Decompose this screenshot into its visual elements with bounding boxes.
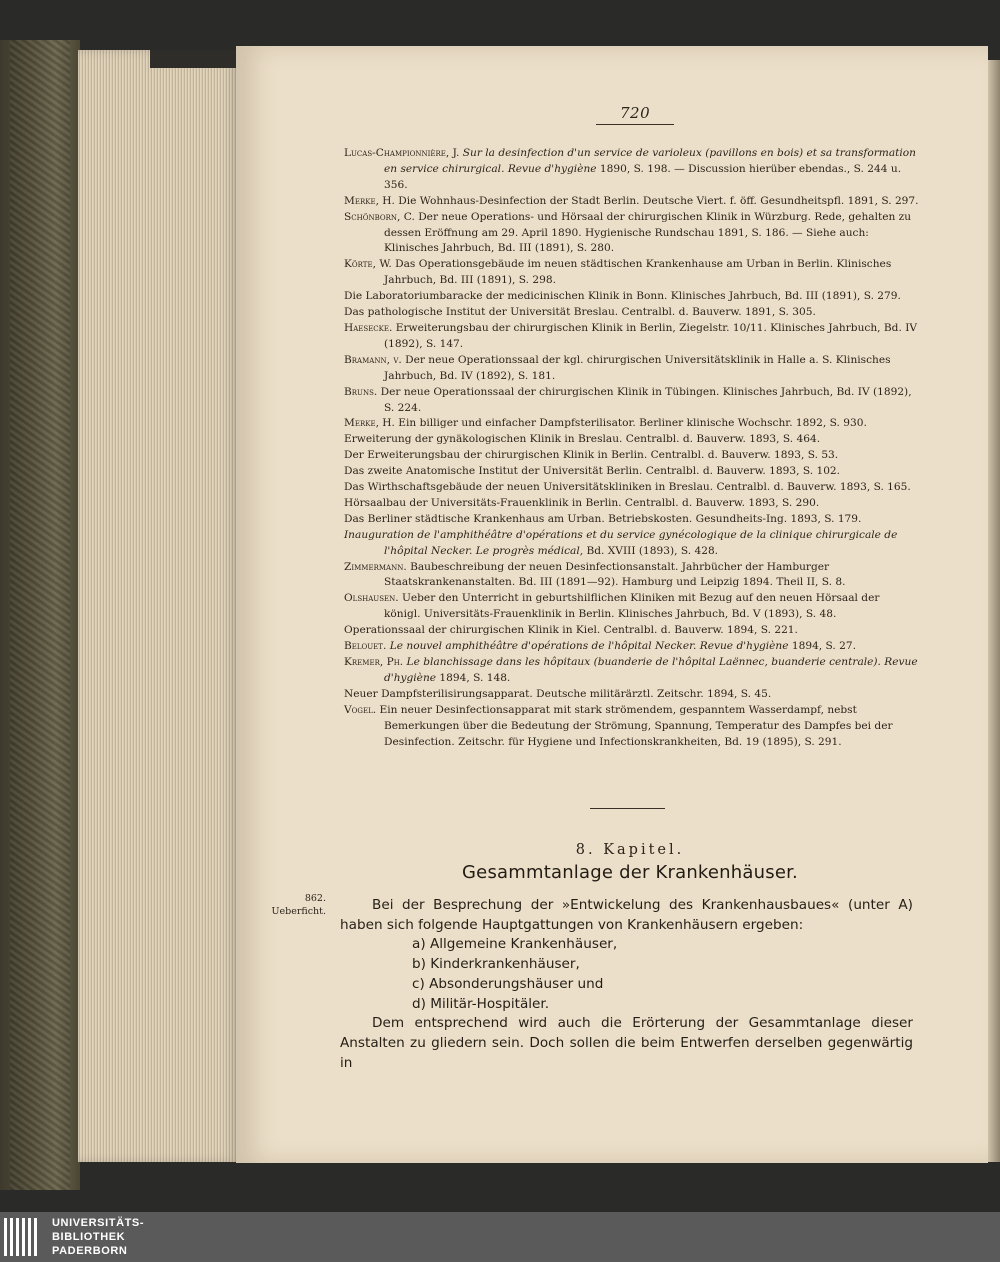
chapter-label: 8. Kapitel. xyxy=(575,842,685,858)
page-number-rule xyxy=(596,124,674,125)
reference-title: Inauguration de l'amphithéâtre d'opérations et du service gynécologique de la clinique chirurgicale de l'hôpital Necker. Le progrès médical, xyxy=(344,528,898,557)
reference-author: Merke, H. xyxy=(344,417,399,430)
logo-line: UNIVERSITÄTS- xyxy=(52,1217,145,1229)
reference-author: Belouet. xyxy=(344,640,390,653)
margin-note-number: 862. xyxy=(304,893,326,904)
reference-author: Schönborn, C. xyxy=(344,210,419,223)
reference-entry xyxy=(344,703,919,751)
reference-entry xyxy=(344,321,919,353)
reference-list xyxy=(344,146,919,750)
reference-text: Der neue Operations- und Hörsaal der chirurgischen Klinik in Würzburg. Rede, gehalten zu dessen Eröffnung am 29. April 1890. Hygienische Rundschau 1891, S. 186. — Siehe auch: Klinisches Jahrbuch, Bd. III (1891), S. 280. xyxy=(384,210,912,255)
reference-author: Zimmermann. xyxy=(344,560,411,573)
list-item: a) Allgemeine Krankenhäuser, xyxy=(412,936,618,953)
reference-text: 1894, S. 148. xyxy=(439,671,511,684)
reference-entry xyxy=(344,305,919,321)
reference-text: Der neue Operationssaal der chirurgischen Klinik in Tübingen. Klinisches Jahrbuch, Bd. IV (1892), S. 224. xyxy=(380,385,912,414)
reference-entry xyxy=(344,289,919,305)
reference-text: Das Berliner städtische Krankenhaus am Urban. Betriebskosten. Gesundheits-Ing. 1893, S. 179. xyxy=(344,512,862,525)
book-cover-left xyxy=(0,40,80,1190)
reference-entry xyxy=(344,480,919,496)
reference-text: Das pathologische Institut der Universität Breslau. Centralbl. d. Bauverw. 1891, S. 305. xyxy=(344,306,816,319)
reference-text: Der neue Operationssaal der kgl. chirurgischen Universitätsklinik in Halle a. S. Klinisches Jahrbuch, Bd. IV (1892), S. 181. xyxy=(384,353,891,382)
reference-entry xyxy=(344,448,919,464)
body-intro: Bei der Besprechung der »Entwickelung des Krankenhausbaues« (unter A) haben sich folgende Hauptgattungen von Krankenhäusern ergeben: xyxy=(340,897,913,933)
binding-shadow xyxy=(150,50,240,68)
reference-text: Ein neuer Desinfectionsapparat mit stark strömendem, gespanntem Wasserdampf, nebst Bemerkungen über die Bedeutung der Strömung, Spannung, Temperatur des Dampfes bei der Desinfection. Zeitschr. für Hygiene und Infectionskrankheiten, Bd. 19 (1895), S. 291. xyxy=(379,703,893,748)
list-item: b) Kinderkrankenhäuser, xyxy=(412,956,580,973)
reference-entry xyxy=(344,687,919,703)
page-right-edge xyxy=(988,60,1000,1162)
reference-entry xyxy=(344,385,919,417)
page-number: 720 xyxy=(620,104,651,122)
reference-text: Ein billiger und einfacher Dampfsterilisator. Berliner klinische Wochschr. 1892, S. 930. xyxy=(398,417,867,430)
library-logo-icon xyxy=(4,1218,44,1256)
margin-note-label: Ueberficht. xyxy=(271,906,326,917)
reference-text: Das Operationsgebäude im neuen städtischen Krankenhause am Urban in Berlin. Klinisches Jahrbuch, Bd. III (1891), S. 298. xyxy=(384,258,892,287)
section-divider xyxy=(590,808,665,809)
category-list xyxy=(340,935,913,1014)
reference-entry xyxy=(344,591,919,623)
reference-entry xyxy=(344,528,919,560)
reference-text: Das Wirthschaftsgebäude der neuen Universitätskliniken in Breslau. Centralbl. d. Bauverw. 1893, S. 165. xyxy=(344,481,911,494)
reference-text: Baubeschreibung der neuen Desinfectionsanstalt. Jahrbücher der Hamburger Staatskrankenanstalten. Bd. III (1891—92). Hamburg und Leipzig 1894. Theil II, S. 8. xyxy=(384,560,846,589)
reference-author: Vogel. xyxy=(344,703,380,716)
reference-source: Revue d'hygiène xyxy=(507,162,600,175)
reference-entry xyxy=(344,416,919,432)
reference-entry xyxy=(344,496,919,512)
reference-author: Kremer, Ph. xyxy=(344,656,407,668)
reference-entry xyxy=(344,560,919,592)
body-text xyxy=(340,896,913,1073)
reference-text: Ueber den Unterricht in geburtshilflichen Kliniken mit Bezug auf den neuen Hörsaal der königl. Universitäts-Frauenklinik in Berlin. Klinisches Jahrbuch, Bd. V (1893), S. 48. xyxy=(384,592,880,621)
reference-title: Sur la desinfection d'un service de varioleux (pavillons en bois) et sa transformation en service chirurgical. xyxy=(384,147,917,175)
reference-text: Die Laboratoriumbaracke der medicinischen Klinik in Bonn. Klinisches Jahrbuch, Bd. III (1891), S. 279. xyxy=(344,290,901,303)
chapter-title: Gesammtanlage der Krankenhäuser. xyxy=(462,862,798,883)
reference-entry xyxy=(344,146,919,194)
reference-entry xyxy=(344,257,919,289)
reference-text: Operationssaal der chirurgischen Klinik in Kiel. Centralbl. d. Bauverw. 1894, S. 221. xyxy=(344,624,798,637)
reference-entry xyxy=(344,639,919,655)
list-item: c) Absonderungshäuser und xyxy=(412,975,604,992)
reference-author: Merke, H. xyxy=(344,194,399,207)
reference-author: Lucas-Championnière, J. xyxy=(344,147,463,159)
reference-entry xyxy=(344,464,919,480)
logo-line: BIBLIOTHEK xyxy=(52,1231,126,1243)
reference-entry xyxy=(344,210,919,258)
library-logo-text xyxy=(52,1216,144,1258)
reference-text: Das zweite Anatomische Institut der Universität Berlin. Centralbl. d. Bauverw. 1893, S. 102. xyxy=(344,465,841,478)
reference-entry xyxy=(344,432,919,448)
body-closing: Dem entsprechend wird auch die Erörterung der Gesammtanlage dieser Anstalten zu gliedern sein. Doch sollen die beim Entwerfen derselben gegenwärtig in xyxy=(340,1015,913,1071)
reference-text: Erweiterungsbau der chirurgischen Klinik in Berlin, Ziegelstr. 10/11. Klinisches Jahrbuch, Bd. IV (1892), S. 147. xyxy=(384,321,918,350)
reference-text: Hörsaalbau der Universitäts-Frauenklinik in Berlin. Centralbl. d. Bauverw. 1893, S. 290. xyxy=(344,496,820,509)
reference-title: Le nouvel amphithéâtre d'opérations de l'hôpital Necker. Revue d'hygiène xyxy=(389,640,792,653)
reference-text: Bd. XVIII (1893), S. 428. xyxy=(586,544,719,557)
logo-line: PADERBORN xyxy=(52,1245,128,1257)
reference-text: Neuer Dampfsterilisirungsapparat. Deutsche militärärztl. Zeitschr. 1894, S. 45. xyxy=(344,687,772,700)
reference-text: Erweiterung der gynäkologischen Klinik in Breslau. Centralbl. d. Bauverw. 1893, S. 464. xyxy=(344,433,821,446)
reference-entry xyxy=(344,512,919,528)
reference-text: 1894, S. 27. xyxy=(791,640,857,653)
margin-note xyxy=(254,892,326,918)
reference-author: Haesecke. xyxy=(344,321,396,334)
list-item: d) Militär-Hospitäler. xyxy=(412,995,550,1012)
reference-entry xyxy=(344,353,919,385)
reference-entry xyxy=(344,655,919,687)
reference-author: Körte, W. xyxy=(344,258,396,271)
reference-author: Bramann, v. xyxy=(344,353,406,366)
library-footer xyxy=(0,1212,1000,1262)
reference-title: Le blanchissage dans les hôpitaux (buanderie de l'hôpital Laënnec, buanderie centrale). Revue d'hygiène xyxy=(384,656,918,684)
reference-author: Olshausen. xyxy=(344,592,402,605)
reference-text: Die Wohnhaus-Desinfection der Stadt Berlin. Deutsche Viert. f. öff. Gesundheitspfl. 1891, S. 297. xyxy=(398,194,919,207)
reference-entry xyxy=(344,194,919,210)
reference-author: Bruns. xyxy=(344,385,381,398)
reference-entry xyxy=(344,623,919,639)
reference-text: Der Erweiterungsbau der chirurgischen Klinik in Berlin. Centralbl. d. Bauverw. 1893, S. 53. xyxy=(344,449,839,462)
reference-source-detail: 1890, S. 198. — Discussion hierüber ebendas., S. 244 u. 356. xyxy=(384,162,902,191)
page-stack-edge xyxy=(78,50,238,1162)
